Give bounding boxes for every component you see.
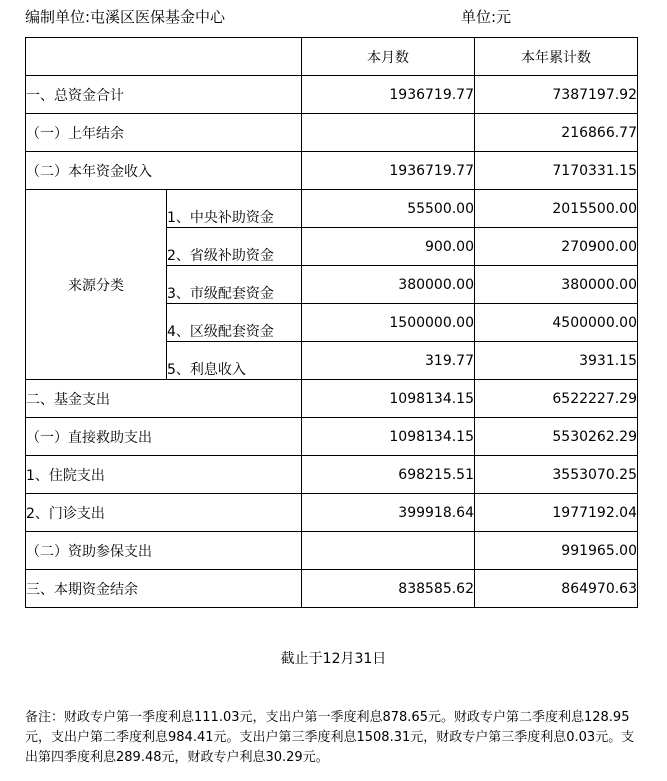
row-label: （二）本年资金收入 [26,152,302,190]
source-label: 1、中央补助资金 [167,190,302,228]
org-unit-label: 编制单位:屯溪区医保基金中心 [25,8,226,26]
column-header-monthly: 本月数 [302,38,475,76]
source-label: 4、区级配套资金 [167,304,302,342]
monthly-value: 900.00 [302,228,475,266]
row-label: （二）资助参保支出 [26,532,302,570]
monthly-value: 1098134.15 [302,418,475,456]
table-row [26,456,638,494]
annual-value: 380000.00 [475,266,638,304]
table-row [26,190,638,228]
annual-value: 6522227.29 [475,380,638,418]
source-label: 2、省级补助资金 [167,228,302,266]
monthly-value [302,532,475,570]
row-label: 一、总资金合计 [26,76,302,114]
column-header-annual: 本年累计数 [475,38,638,76]
monthly-value: 319.77 [302,342,475,380]
monthly-value: 399918.64 [302,494,475,532]
annual-value: 2015500.00 [475,190,638,228]
annual-value: 7387197.92 [475,76,638,114]
source-category-label: 来源分类 [26,190,167,380]
cutoff-date-text: 截止于12月31日 [280,651,387,667]
row-label: 2、门诊支出 [26,494,302,532]
monthly-value: 698215.51 [302,456,475,494]
table-row [26,570,638,608]
monthly-value: 1098134.15 [302,380,475,418]
table-row [26,152,638,190]
monthly-value: 55500.00 [302,190,475,228]
annual-value: 270900.00 [475,228,638,266]
annual-value: 864970.63 [475,570,638,608]
annual-value: 4500000.00 [475,304,638,342]
source-label: 3、市级配套资金 [167,266,302,304]
row-label: 1、住院支出 [26,456,302,494]
fund-report-table [25,37,638,608]
row-label: 二、基金支出 [26,380,302,418]
monthly-value [302,114,475,152]
annual-value: 7170331.15 [475,152,638,190]
annual-value: 216866.77 [475,114,638,152]
annual-value: 3553070.25 [475,456,638,494]
annual-value: 5530262.29 [475,418,638,456]
row-label: 三、本期资金结余 [26,570,302,608]
remarks-note: 备注：财政专户第一季度利息111.03元，支出户第一季度利息878.65元。财政专户第二季度利息128.95元，支出户第二季度利息984.41元。支出户第三季度利息1508.31元，财政专户第三季度利息0.03元。支出第四季度利息289.48元，财政专户利息30.29元。 [25,710,635,765]
monthly-value: 838585.62 [302,570,475,608]
annual-value: 3931.15 [475,342,638,380]
row-label: （一）上年结余 [26,114,302,152]
source-label: 5、利息收入 [167,342,302,380]
table-row [26,114,638,152]
table-row [26,418,638,456]
annual-value: 991965.00 [475,532,638,570]
table-row [26,76,638,114]
row-label: （一）直接救助支出 [26,418,302,456]
currency-unit-label: 单位:元 [461,8,512,26]
monthly-value: 1936719.77 [302,76,475,114]
header-blank-cell [26,38,302,76]
table-header-row [26,38,638,76]
table-row [26,494,638,532]
monthly-value: 380000.00 [302,266,475,304]
table-row [26,532,638,570]
table-row [26,380,638,418]
monthly-value: 1936719.77 [302,152,475,190]
annual-value: 1977192.04 [475,494,638,532]
monthly-value: 1500000.00 [302,304,475,342]
